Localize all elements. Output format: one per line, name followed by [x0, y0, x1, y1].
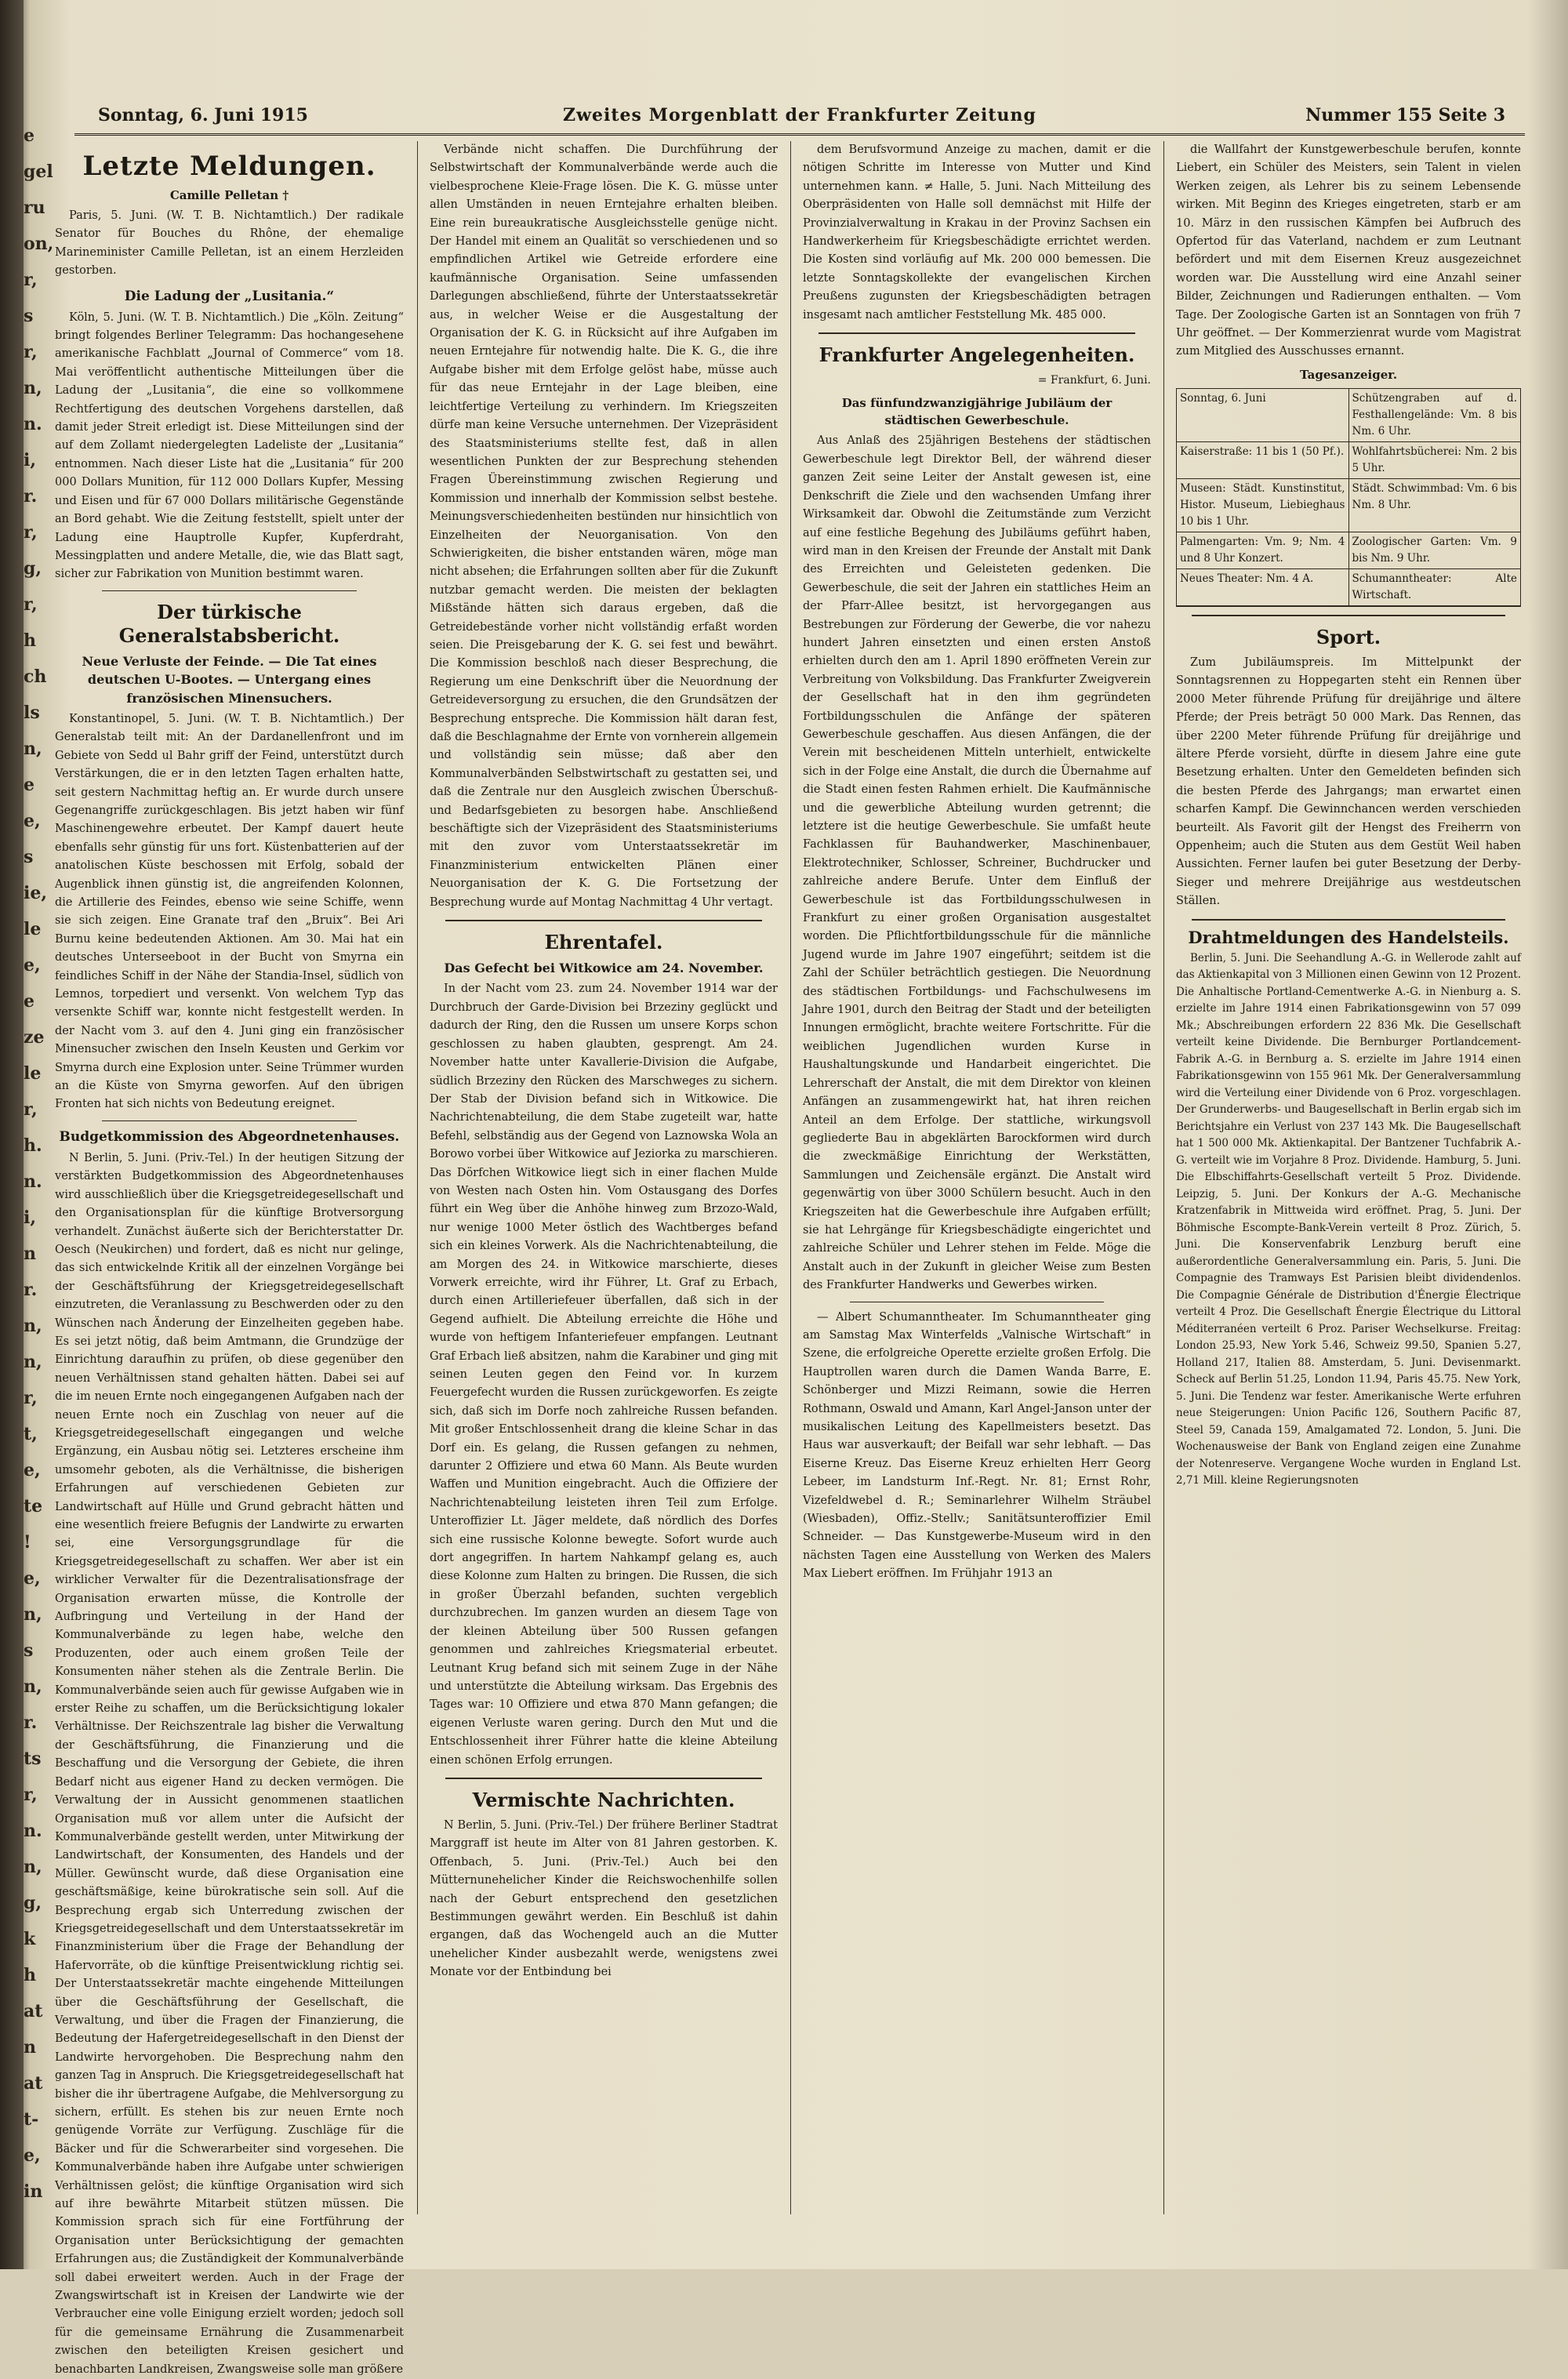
column-rule [790, 141, 791, 2214]
section-heading-tagesanzeiger: Tagesanzeiger. [1299, 367, 1398, 382]
divider [102, 590, 357, 591]
article-title: Das fünfundzwanzigjährige Jubiläum der städtischen Gewerbeschule. [841, 396, 1112, 428]
section-heading-frankfurter-angelegenheiten: Frankfurter Angelegenheiten. [818, 343, 1135, 367]
header-date: Sonntag, 6. Juni 1915 [98, 105, 308, 125]
book-gutter [0, 0, 24, 2269]
table-cell: Palmengarten: Vm. 9; Nm. 4 und 8 Uhr Konzert. [1180, 535, 1345, 565]
table-cell: Sonntag, 6. Juni [1180, 391, 1266, 405]
table-cell: Wohlfahrtsbücherei: Nm. 2 bis 5 Uhr. [1348, 442, 1521, 478]
article-title: Die Ladung der „Lusitania.“ [124, 288, 335, 304]
table-cell: Zoologischer Garten: Vm. 9 bis Nm. 9 Uhr. [1348, 532, 1521, 568]
page-shadow [1529, 0, 1568, 2269]
section-heading-drahtmeldungen: Drahtmeldungen des Handelsteils. [1188, 927, 1509, 947]
table-cell: Schumanntheater: Alte Wirtschaft. [1348, 569, 1521, 605]
article-text: Paris, 5. Juni. (W. T. B. Nichtamtlich.) Der radikale Senator für Bouches du Rhône, der ehemalige Marineminister Camille Pelletan, ist an einem Herzleiden gestorben. [55, 209, 404, 278]
column-3 [803, 141, 1151, 2214]
left-margin-strip [24, 118, 54, 2222]
column-rule [1163, 141, 1164, 2214]
article-text: dem Berufsvormund Anzeige zu machen, damit er die nötigen Schritte im Interesse von Mutter und Kind unternehmen kann. ≠ Halle, 5. Juni. Nach Mitteilung des Oberpräsidenten von Halle soll demnächst mit Hilfe der Provinzialverwaltung in Krakau in der Provinz Sachsen ein Handwerkerheim für Kriegsbeschädigte errichtet werden. Die Kosten sind vorläufig auf Mk. 200 000 bemessen. Die letzte Sonntagskollekte der evangelischen Kirchen Preußens zugunsten der Kriegsbeschädigten betragen insgesamt nach amtlicher Feststellung Mk. 485 000. [803, 143, 1151, 321]
section-heading-ehrentafel: Ehrentafel. [544, 931, 663, 954]
table-cell: Museen: Städt. Kunstinstitut, Histor. Museum, Liebieghaus 10 bis 1 Uhr. [1180, 481, 1345, 528]
table-row [1177, 569, 1520, 606]
left-margin-text: e gel ru on, r, s r, n, n. i, r. r, g, r, h ch ls n, e e, s ie, le e, e ze le r, h. n. i, n r. n, n, r, t, e, te ! e, n, s n, r. ts r, n. n, g, k h at n at t- e, in [24, 125, 54, 2202]
header-title: Zweites Morgenblatt der Frankfurter Zeitung [563, 105, 1036, 125]
column-2 [430, 141, 778, 2214]
table-row [1177, 532, 1520, 569]
divider [445, 1778, 762, 1779]
section-heading-vermischte-nachrichten: Vermischte Nachrichten. [472, 1788, 735, 1811]
table-row [1177, 479, 1520, 532]
article-text: Köln, 5. Juni. (W. T. B. Nichtamtlich.) Die „Köln. Zeitung“ bringt folgendes Berliner Telegramm: Das hochangesehene amerikanische Fachblatt „Journal of Commerce“ vom 18. Mai veröffentlicht authentische Mitteilungen über die Ladung der „Lusitania“, die eine so vollkommene Rechtfertigung des deutschen Vorgehens darstellen, daß damit jeder Streit erledigt ist. Diese Mitteilungen sind der auf dem Zollamt niedergelegten Ladeliste der „Lusitania“ entnommen. Nach dieser Liste hat die „Lusitania“ für 200 000 Dollars Munition, für 112 000 Dollars Kupfer, Messing und Eisen und für 67 000 Dollars militärische Gegenstände an Bord gehabt. Wie die Zeitung feststellt, spielt unter der Ladung eine Hauptrolle Kupfer, Kupferdraht, Messingplatten und andere Metalle, die, wie das Blatt sagt, sicher zur Fabrikation von Munition bestimmt waren. [55, 311, 404, 581]
section-heading-letzte-meldungen: Letzte Meldungen. [82, 151, 376, 182]
header-page-number: Nummer 155 Seite 3 [1305, 105, 1505, 125]
article-title: Der türkische Generalstabsbericht. [118, 600, 340, 647]
events-table [1176, 388, 1521, 607]
article-text: In der Nacht vom 23. zum 24. November 1914 war der Durchbruch der Garde-Division bei Brzeziny geglückt und dadurch der Ring, den die Russen um unsere Korps schon geschlossen zu haben glaubten, gesprengt. Am 24. November hatte unter Kavallerie-Division die Aufgabe, südlich Brzeziny den Rücken des Marschweges zu sichern. Der Stab der Division befand sich in Witkowice. Die Nachrichtenabteilung, die dem Stabe zugeteilt war, hatte Befehl, selbständig aus der Gegend von Laznowska Wola an Borowo vorbei über Witkowice auf Jeziorka zu marschieren. Das Dörfchen Witkowice liegt sich in einer flachen Mulde von Westen nach Osten hin. Vom Ostausgang des Dorfes führt ein Weg über die Anhöhe hinweg zum Brzozo-Wald, nur wenige 1000 Meter östlich des Wachtberges befand sich ein kleines Vorwerk. Als die Nachrichtenabteilung, die am Morgen des 24. in Witkowice marschierte, dieses Vorwerk erreichte, wird ihr Führer, Lt. Graf zu Erbach, durch einen Artilleriefeuer überfallen, daß sich in der Gegend aufhielt. Die Abteilung erreichte die Höhe und wurde von heftigem Infanteriefeuer empfangen. Leutnant Graf Erbach ließ absitzen, nahm die Karabiner und ging mit seinen Leuten gegen den Feind vor. In kurzem Feuergefecht wurden die Russen zurückgeworfen. Es zeigte sich, daß sich im Dorfe noch zahlreiche Russen befanden. Mit großer Entschlossenheit drang die kleine Schar in das Dorf ein. Es gelang, die Russen gefangen zu nehmen, darunter 2 Offiziere und etwa 60 Mann. Als Beute wurden Waffen und Munition eingebracht. Auch die Offiziere der Nachrichtenabteilung leisteten ihren Teil zum Erfolge. Unteroffizier Lt. Jäger meldete, daß nördlich des Dorfes sich eine russische Kolonne bewegte. Sofort wurde auch dort angegriffen. In hartem Nahkampf gelang es, auch diese Kolonne zum Halten zu bringen. Die Russen, die sich in großer Überzahl befanden, suchten vergeblich durchzubrechen. Im ganzen wurden an diesem Tage von der kleinen Abteilung über 500 Russen gefangen genommen und zahlreiches Kriegsmaterial erbeutet. Leutnant Krug befand sich mit seinem Zuge in der Nähe und unterstützte die Abteilung wirksam. Das Ergebnis des Tages war: 10 Offiziere und etwa 870 Mann gefangen; die eigenen Verluste waren gering. Durch den Mut und die Entschlossenheit ihrer Führer hatte die kleine Abteilung einen schönen Erfolg errungen. [430, 982, 778, 1767]
section-heading-sport: Sport. [1316, 625, 1381, 648]
column-rule [417, 141, 418, 2214]
article-text: die Wallfahrt der Kunstgewerbeschule berufen, konnte Liebert, ein Schüler des Meisters, sein Talent in vielen Werken zeigen, als Lehrer bis zu seinem Lebensende wirken. Mit Beginn des Krieges eingetreten, starb er am 10. März in den russischen Kämpfen bei Aufbruch des Opfertod für das Vaterland, nachdem er zum Leutnant befördert und mit dem Eisernen Kreuz ausgezeichnet worden war. Die Ausstellung wird eine Anzahl seiner Bilder, Zeichnungen und Radierungen enthalten. — Vom Tage. Der Zoologische Garten ist an Sonntagen von früh 7 Uhr geöffnet. — Der Kommerzienrat wurde vom Magistrat zum Mitglied des Ausschusses ernannt. [1176, 143, 1521, 358]
article-text: Berlin, 5. Juni. Die Seehandlung A.-G. in Wellerode zahlt auf das Aktienkapital von 3 Millionen einen Gewinn von 12 Prozent. Die Anhaltische Portland-Cementwerke A.-G. in Nienburg a. S. erzielte im Jahre 1914 einen Fabrikationsgewinn von 57 099 Mk.; Abschreibungen erfordern 22 836 Mk. Die Gesellschaft verteilt keine Dividende. Die Bernburger Portlandcement-Fabrik A.-G. in Bernburg a. S. erzielte im Jahre 1914 einen Fabrikationsgewinn von 155 961 Mk. Der Generalversammlung wird die Verteilung einer Dividende von 6 Proz. vorgeschlagen. Der Grunderwerbs- und Baugesellschaft in Berlin ergab sich im Berichtsjahre ein Verlust von 237 143 Mk. Die Baugesellschaft hat 1 500 000 Mk. Aktienkapital. Der Bantzener Tuchfabrik A.-G. verteilt wie im Vorjahre 8 Proz. Dividende. Hamburg, 5. Juni. Die Elbschiffahrts-Gesellschaft verteilt 5 Proz. Dividende. Leipzig, 5. Juni. Der Konkurs der A.-G. Mechanische Kratzenfabrik in Mittweida wird eröffnet. Prag, 5. Juni. Der Böhmische Escompte-Bank-Verein verteilt 8 Proz. Zürich, 5. Juni. Die Konservenfabrik Lenzburg beruft eine außerordentliche Generalversammlung ein. Paris, 5. Juni. Die Compagnie des Tramways Est Parisien bleibt dividendenlos. Die Compagnie Générale de Distribution d'Énergie Électrique verteilt 4 Proz. Die Gesellschaft Énergie Électrique du Littoral Méditerranéen verteilt 6 Proz. Pariser Wechselkurse. Freitag: London 25.93, New York 5.46, Schweiz 99.50, Spanien 5.27, Holland 217, Italien 88. Amsterdam, 5. Juni. Devisenmarkt. Scheck auf Berlin 51.25, London 11.94, Paris 45.75. New York, 5. Juni. Die Tendenz war fester. Amerikanische Werte erfuhren neue Steigerungen: Union Pacific 126, Southern Pacific 87, Steel 59, Canada 159, Amalgamated 72. London, 5. Juni. Die Wochenausweise der Bank von England zeigen eine Zunahme der Notenreserve. Vergangene Woche wurden in England Lst. 2,71 Mill. kleine Regierungsnoten [1176, 951, 1521, 1487]
dateline: = Frankfurt, 6. Juni. [1037, 374, 1151, 387]
table-row [1177, 389, 1520, 442]
divider [818, 332, 1135, 334]
table-cell: Städt. Schwimmbad: Vm. 6 bis Nm. 8 Uhr. [1348, 479, 1521, 532]
article-text: N Berlin, 5. Juni. (Priv.-Tel.) Der frühere Berliner Stadtrat Marggraff ist heute im Alter von 81 Jahren gestorben. K. Offenbach, 5. Juni. (Priv.-Tel.) Auch bei den Mütternunehelicher Kinder die Reichswochenhilfe sollen nach der Geburt entsprechend den gesetzlichen Bestimmungen gewährt werden. Ein Beschluß ist dahin ergangen, daß das Wochengeld auch an die Mutter unehelicher Kinder ausbezahlt werde, wenigstens zwei Monate vor der Entbindung bei [430, 1818, 778, 1979]
table-cell: Schützengraben auf d. Festhallengelände: Vm. 8 bis Nm. 6 Uhr. [1348, 389, 1521, 441]
article-text: Konstantinopel, 5. Juni. (W. T. B. Nichtamtlich.) Der Generalstab teilt mit: An der Dardanellenfront und im Gebiete von Sedd ul Bahr griff der Feind, unterstützt durch Verstärkungen, die er in den letzten Tagen erhalten hatte, seit gestern Nachmittag heftig an. Er wurde durch unsere Gegenangriffe zurückgeschlagen. Bis jetzt haben wir fünf Maschinengewehre erbeutet. Der Kampf dauert heute ebenfalls sehr günstig für uns fort. Küstenbatterien auf der anatolischen Küste beschossen mit Erfolg, sobald der Augenblick ihnen günstig ist, die angreifenden Kolonnen, die Artillerie des Feindes, ebenso wie seine Schiffe, wenn sie sich zeigen. Eine Granate traf den „Bruix“. Bei Ari Burnu keine bedeutenden Aktionen. Am 30. Mai hat ein deutsches Unterseeboot in der Bucht von Smyrna ein feindliches Schiff in der Nähe der Standia-Insel, südlich von Lemnos, torpediert und versenkt. Von welchem Typ das versenkte Schiff war, konnte nicht festgestellt werden. In der Nacht vom 3. auf den 4. Juni ging ein französischer Minensucher zwischen den Inseln Keusten und Gerkim vor Smyrna durch eine Explosion unter. Seine Trümmer wurden an die Küste von Smyrna geworfen. Auf den übrigen Fronten hat sich nichts von Bedeutung ereignet. [55, 712, 404, 1111]
divider [102, 1120, 357, 1121]
article-text: Aus Anlaß des 25jährigen Bestehens der städtischen Gewerbeschule legt Direktor Bell, der während dieser ganzen Zeit seine Leiter der Anstalt gewesen ist, eine Denkschrift die Ziele und den wachsenden Umfang ihrer Wirksamkeit dar. Obwohl die Zeitumstände zum Verzicht auf eine festliche Begehung des Jubiläums geführt haben, wird man in den Kreisen der Freunde der Anstalt mit Dank des Erreichten und Geleisteten gedenken. Die Gewerbeschule, die seit der Jahren ein stattliches Heim an der Pfarr-Allee besitzt, ist hervorgegangen aus Bestrebungen zur Förderung der Gewerbe, die vor nahezu hundert Jahren einsetzten und einen ersten Anstoß erhielten durch den am 1. April 1890 eröffneten Verein zur Verbreitung von Volksbildung. Das Frankfurter Zweigverein der Gesellschaft hat in den ihm gegründeten Fortbildungsschulen die Anfänge der späteren Gewerbeschule geschaffen. Aus diesen Anfängen, die der Verein mit bescheidenen Mitteln unterhielt, entwickelte sich in der Folge eine Anstalt, die durch die Übernahme auf die Stadt einen festen Rahmen erhielt. Die Kaufmännische und die gewerbliche Abteilung wurden getrennt; die letztere ist die heutige Gewerbeschule. Sie umfaßt heute Fachklassen für Bauhandwerker, Maschinenbauer, Elektrotechniker, Schlosser, Schreiner, Buchdrucker und zahlreiche andere Berufe. Unter dem Einfluß der Gewerbeschule ist das Fortbildungsschulwesen in Frankfurt zu einer großen Organisation ausgestaltet worden. Die Pflichtfortbildungsschule für die männliche Jugend wurde im Jahre 1907 eingeführt; seitdem ist die Zahl der Schüler beträchtlich gestiegen. Die Neuordnung des städtischen Fortbildungs- und Fachschulwesens im Jahre 1901, durch den Beitrag der Stadt und der beteiligten Innungen ermöglicht, brachte weitere Fortschritte. Für die weiblichen Jugendlichen wurden Kurse in Haushaltungskunde und Handarbeit eingerichtet. Die Lehrerschaft der Anstalt, die mit dem Direktor von kleinen Anfängen an zusammengewirkt hat, hat ihren reichen Anteil an dem Erfolge. Der stattliche, wirkungsvoll gegliederte Bau in abgeklärten Barockformen wird durch die zweckmäßige Einrichtung der Werkstätten, Sammlungen und Zeichensäle ergänzt. Die Anstalt wird gegenwärtig von über 3000 Schülern besucht. Auch in den Kriegszeiten hat die Gewerbeschule ihre Aufgaben erfüllt; sie hat Lehrgänge für Kriegsbeschädigte eingerichtet und zahlreiche Schüler und Lehrer stehen im Felde. Möge die Anstalt auch in der Zukunft in gleicher Weise zum Besten des Frankfurter Handwerks und Gewerbes wirken. [803, 434, 1151, 1292]
article-subtitle: Das Gefecht bei Witkowice am 24. November. [444, 961, 764, 976]
article-text: N Berlin, 5. Juni. (Priv.-Tel.) In der heutigen Sitzung der verstärkten Budgetkommission des Abgeordnetenhauses wird ausschließlich über die Kriegsgetreidegesellschaft und den Organisationsplan für die künftige Brotversorgung verhandelt. Zunächst äußerte sich der Berichterstatter Dr. Oesch (Neukirchen) und fordert, daß es nicht nur gelinge, das sich entwickelnde Kritik all der einzelnen Vorgänge bei der Geschäftsführung der Kriegsgetreidegesellschaft einzutreten, die Veranlassung zu Beschwerden oder zu den Wünschen nach Änderung der Einzelheiten gegeben habe. Es sei jetzt nötig, daß beim Amtmann, die Grundzüge der Einrichtung daraufhin zu prüfen, ob diese gegenüber den neuen Verhältnissen stand gehalten hätten. Dabei sei auf die im neuen Ernte noch eingegangenen Aufgaben nach der neuen Ernte noch ein Zuschlag von neuer auf die Kriegsgetreidegesellschaft eingegangen und welche Ergänzung, ein Ausbau nötig sei. Letzteres erscheine ihm umsomehr geboten, als die Verhältnisse, die bisherigen Erfahrungen auf verschiedenen Gebieten zur Landwirtschaft auf Hülle und Grund gebracht hätten und eine wesentlich freiere Befugnis der Landwirte zu erwarten sei, eine Versorgungsgrundlage für die Kriegsgetreidegesellschaft zu schaffen. Wer aber ist ein wirklicher Verwalter für die Dezentralisationsfrage der Organisation erwarten müsse, die Kontrolle der Aufbringung und Verteilung in der Hand der Kommunalverbände zu legen habe, welche den Produzenten, oder auch einem großen Teile der Konsumenten näher stehen als die Zentrale Berlin. Die Kommunalverbände seien auch für gewisse Aufgaben wie in erster Reihe zu schaffen, um die Berücksichtigung lokaler Verhältnisse. Der Reichszentrale lag bisher die Verwaltung der Geschäftsführung, die Finanzierung und die Beschaffung und die Versorgung der Gebiete, die ihren Bedarf nicht aus eigener Hand zu decken vermögen. Die Verwaltung der in Aussicht genommenen staatlichen Organisation muß vor allem unter die Aufsicht der Kommunalverbände gestellt werden, unter Mitwirkung der Landwirtschaft, der Konsumenten, des Handels und der Müller. Gewünscht wurde, daß diese Organisation eine geschäftsmäßige, keine bürokratische sein soll. Auf die Besprechung ergab sich Unterredung zwischen der Kriegsgetreidegesellschaft und dem Unterstaatssekretär im Finanzministerium über die Frage der Behandlung der Hafervorräte, ob die künftige Preisentwicklung richtig sei. Der Unterstaatssekretär machte eingehende Mitteilungen über die Geschäftsführung der Gesellschaft, die Verwaltung, und über die Fragen der Finanzierung, die Bedeutung der Hafergetreidegesellschaft in den Dienst der Landwirte hervorgehoben. Die Besprechung nahm den ganzen Tag in Anspruch. Die Kriegsgetreidegesellschaft hat bisher die ihr übertragene Aufgabe, die Mehlversorgung zu sichern, erfüllt. Es stehen bis zur neuen Ernte noch genügende Vorräte zur Verfügung. Zuschläge für die Bäcker und für die Schwerarbeiter sind vorgesehen. Die Kommunalverbände haben ihre Aufgabe unter schwierigen Verhältnissen gelöst; die künftige Organisation wird sich auf ihre bewährte Mitarbeit stützen müssen. Die Kommission sprach sich für eine Fortführung der Organisation unter Berücksichtigung der gemachten Erfahrungen aus; die Zuständigkeit der Kommunalverbände soll dabei erweitert werden. Auch in der Frage der Zwangswirtschaft ist in Kreisen der Landwirte wie der Verbraucher eine volle Einigung erzielt worden; jedoch soll für die gemeinsame Ernährung die Zusammenarbeit zwischen den beteiligten Kreisen gesichert und benachbarten Landkreisen, Zwangsweise solle man größere [55, 1151, 404, 2376]
article-subtitle: Neue Verluste der Feinde. — Die Tat eines deutschen U-Bootes. — Untergang eines französischen Minensuchers. [82, 653, 377, 706]
article-title: Budgetkommission des Abgeordnetenhauses. [59, 1128, 400, 1145]
article-text: Zum Jubiläumspreis. Im Mittelpunkt der Sonntagsrennen zu Hoppegarten steht ein Rennen über 2000 Meter führende Prüfung für dreijährige und ältere Pferde; der Preis beträgt 50 000 Mark. Das Rennen, das über 2200 Meter führende Prüfung für dreijährige und ältere Pferde vorsieht, dürfte in diesem Jahre eine gute Besetzung erhalten. Unter den Gemeldeten befinden sich die besten Pferde des Jahrgangs; man erwartet einen scharfen Kampf. Die Gewinnchancen werden verschieden beurteilt. Als Favorit gilt der Hengst des Freiherrn von Oppenheim; auch die Stuten aus dem Gestüt Weil haben Aussichten. Ferner laufen bei guter Besetzung der Derby-Sieger und mehrere Dreijährige aus westdeutschen Ställen. [1176, 656, 1521, 908]
table-cell: Kaiserstraße: 11 bis 1 (50 Pf.). [1180, 445, 1345, 458]
divider [1192, 919, 1505, 921]
divider [1192, 615, 1505, 616]
table-cell: Neues Theater: Nm. 4 A. [1180, 572, 1314, 585]
column-1 [55, 141, 404, 2376]
page-header [74, 102, 1525, 136]
article-text: — Albert Schumanntheater. Im Schumanntheater ging am Samstag Max Winterfelds „Valnische Wirtschaft“ in Szene, die erfolgreiche Operette erzielte großen Erfolg. Die Hauptrollen waren durch die Damen Wanda Barre, E. Schönberger und Mizzi Reimann, sowie die Herren Rothmann, Oswald und Amann, Karl Angel-Janson unter der musikalischen Leitung des Kapellmeisters besetzt. Das Haus war ausverkauft; der Beifall war sehr lebhaft. — Das Eiserne Kreuz. Das Eiserne Kreuz erhielten Herr Georg Lebeer, im Landsturm Inf.-Regt. Nr. 81; Ernst Rohr, Vizefeldwebel d. R.; Seminarlehrer Wilhelm Sträubel (Wiesbaden), Offiz.-Stellv.; Sanitätsunteroffizier Emil Schneider. — Das Kunstgewerbe-Museum wird in den nächsten Tagen eine Ausstellung von Werken des Malers Max Liebert eröffnen. Im Frühjahr 1913 an [803, 1310, 1151, 1581]
article-text: Verbände nicht schaffen. Die Durchführung der Selbstwirtschaft der Kommunalverbände werde auch die vielbesprochene Kleie-Frage lösen. Die K. G. müsse unter allen Umständen in neuen Erntejahre erhalten bleiben. Eine rein bureaukratische Ausgleichsstelle genüge nicht. Der Handel mit einem an Qualität so verschiedenen und so empfindlichen Artikel wie Getreide erfordere eine kaufmännische Organisation. Seine umfassenden Darlegungen abschließend, führte der Unterstaatssekretär aus, in welcher Weise er die Ausgestaltung der Organisation der K. G. in Rücksicht auf ihre Aufgaben im neuen Erntejahre für notwendig halte. Die K. G., die ihre Aufgabe bisher mit dem Erfolge gelöst habe, müsse auch für das neue Erntejahr in der Lage bleiben, eine leichtfertige Verteilung zu verhindern. Im Kriegszeiten dürfe man keine Versuche unternehmen. Der Vizepräsident des Staatsministeriums stellte fest, daß in allen wesentlichen Punkten der zur Besprechung stehenden Fragen Übereinstimmung zwischen Regierung und Kommission und innerhalb der Kommission selbst bestehe. Meinungsverschiedenheiten bestünden nur hinsichtlich von Einzelheiten der Neuorganisation. Von den Schwierigkeiten, die bisher entstanden wären, möge man nicht absehen; die Erfahrungen sollten aber für die Zukunft nutzbar gemacht werden. Die meisten der beklagten Mißstände hätten sich daraus ergeben, daß die Getreidebestände vorher nicht vollständig erfaßt worden seien. Die Preisgebarung der K. G. sei fest und bewährt. Die Kommission beschloß nach dieser Besprechung, die Regierung um eine Denkschrift über die Neuordnung der Getreideversorgung zu ersuchen, die den Grundsätzen der Besprechung entspreche. Die Kommission hält daran fest, daß die Beschlagnahme der Ernte von vornherein allgemein und vollständig sein müsse; daß aber den Kommunalverbänden Selbstwirtschaft zu gestatten sei, und daß die Zentrale nur den Ausgleich zwischen Überschuß- und Bedarfsgebieten zu besorgen habe. Anschließend beschäftigte sich der Vizepräsident des Staatsministeriums mit den zuvor vom Unterstaatssekretär im Finanzministerium entwickelten Plänen einer Neuorganisation der K. G. Die Fortsetzung der Besprechung wurde auf Montag Nachmittag 4 Uhr vertagt. [430, 143, 778, 909]
column-4 [1176, 141, 1521, 2214]
divider [445, 920, 762, 921]
table-row [1177, 442, 1520, 479]
article-title: Camille Pelletan † [169, 188, 289, 202]
